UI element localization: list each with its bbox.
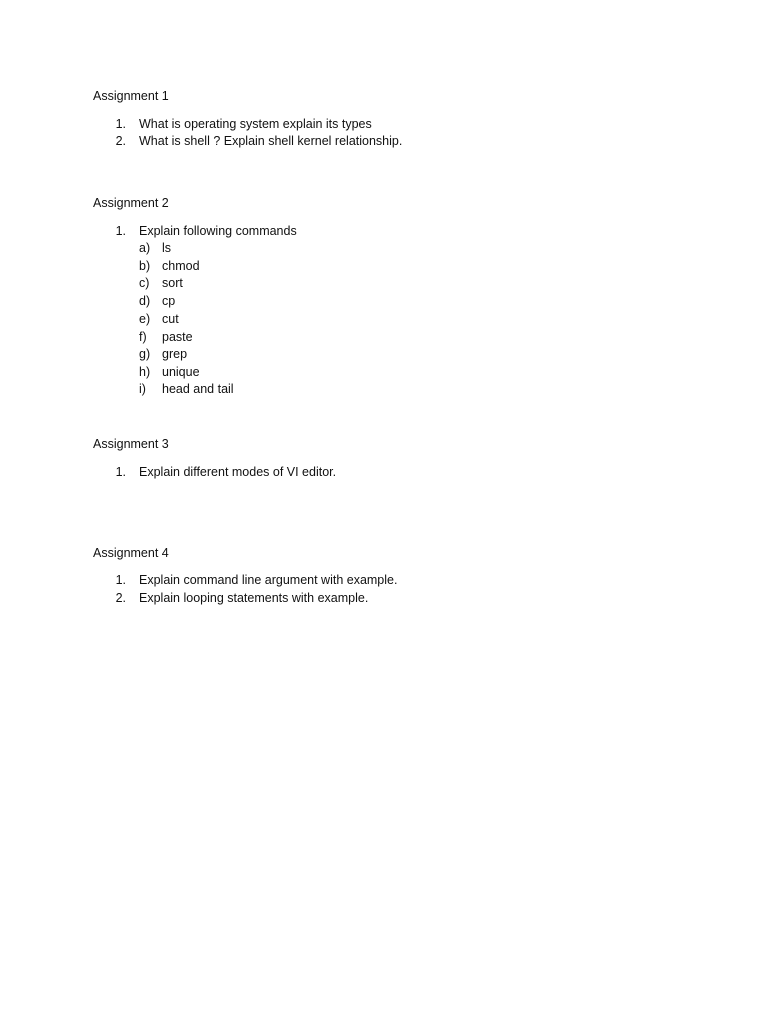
item-letter: h) [139,365,151,379]
question-text: What is operating system explain its types [139,117,372,131]
item-text: chmod [162,259,200,273]
item-letter: g) [139,347,151,361]
question-text: Explain looping statements with example. [139,591,369,605]
item-text: cp [162,294,176,308]
item-letter: a) [139,241,151,255]
item-text: cut [162,312,179,326]
question-number: 1. [115,573,126,587]
item-letter: f) [139,330,147,344]
question-text: Explain following commands [139,224,297,238]
item-text: head and tail [162,382,234,396]
question-number: 1. [115,465,126,479]
item-text: paste [162,330,193,344]
item-letter: e) [139,312,151,326]
assignment-2-heading: Assignment 2 [93,196,169,210]
question-text: What is shell ? Explain shell kernel relationship. [139,134,403,148]
question-number: 1. [115,117,126,131]
question-text: Explain different modes of VI editor. [139,465,337,479]
item-text: ls [162,241,172,255]
item-text: sort [162,276,183,290]
question-number: 2. [115,134,126,148]
assignment-1-heading: Assignment 1 [93,89,169,103]
question-number: 2. [115,591,126,605]
item-text: grep [162,347,188,361]
question-number: 1. [115,224,126,238]
item-text: unique [162,365,200,379]
assignment-4-heading: Assignment 4 [93,546,169,560]
item-letter: b) [139,259,151,273]
item-letter: c) [139,276,150,290]
assignment-3-heading: Assignment 3 [93,437,169,451]
question-text: Explain command line argument with example. [139,573,398,587]
item-letter: i) [139,382,146,396]
item-letter: d) [139,294,151,308]
